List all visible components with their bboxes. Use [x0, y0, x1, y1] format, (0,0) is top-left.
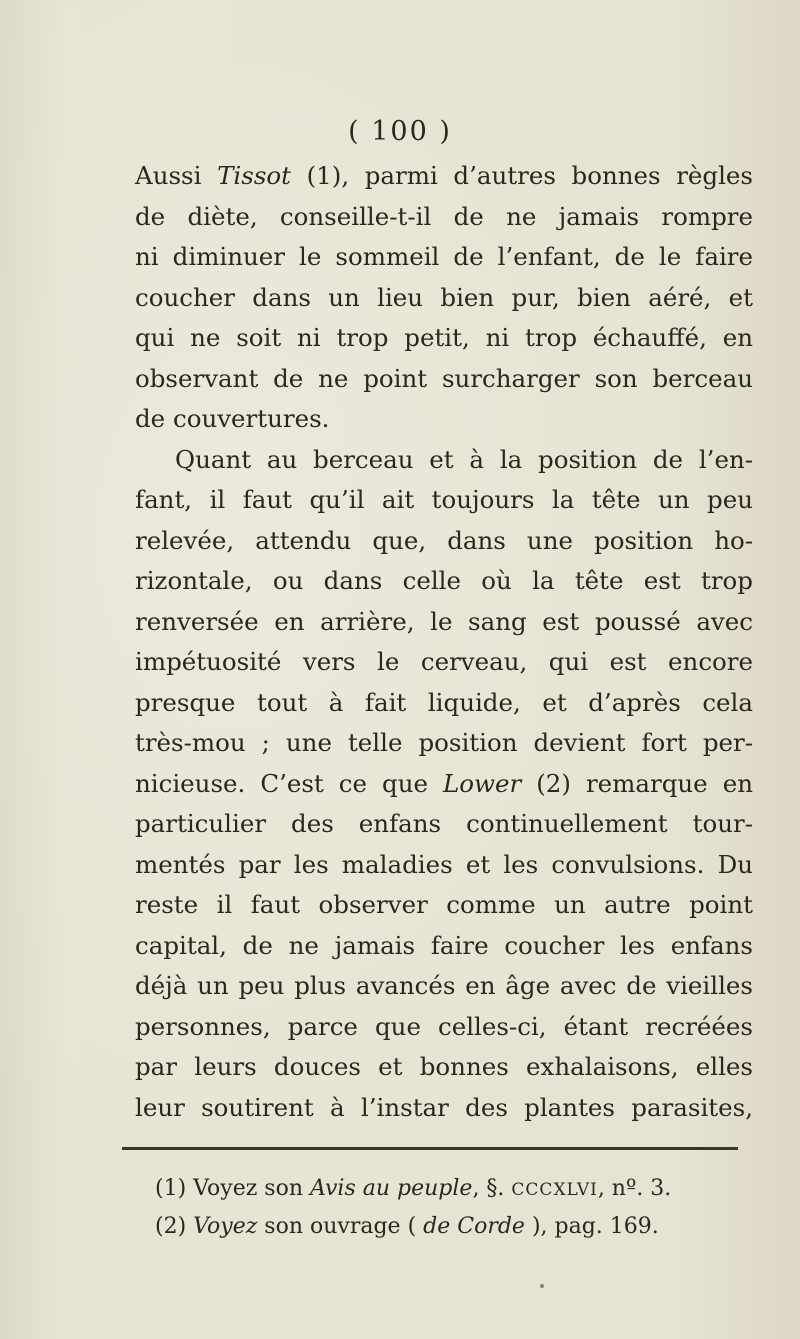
text-line: [135, 156, 753, 197]
text-run: déjà un peu plus avancés en âge avec de vieilles: [135, 971, 753, 1000]
text-run: Aussi: [135, 161, 218, 190]
text-run: impétuosité vers le cerveau, qui est encore: [135, 647, 753, 676]
text-run: capital, de ne jamais faire coucher les enfans: [135, 930, 753, 960]
body-text: [135, 156, 753, 1128]
text-line: [135, 440, 753, 481]
text-line: [135, 561, 753, 602]
text-run: fant, il faut qu’il ait toujours la tête un peu: [135, 485, 753, 514]
text-run: Quant au berceau et à la position de l’en-: [175, 444, 753, 474]
text-line: [135, 845, 753, 886]
page-number: ( 100 ): [348, 116, 452, 147]
text-run: leur soutirent à l’instar des plantes parasites,: [135, 1092, 753, 1122]
text-run: par leurs douces et bonnes exhalaisons, elles: [135, 1052, 753, 1081]
text-run: relevée, attendu que, dans une position ho-: [135, 525, 753, 555]
italic-text: Avis au peuple: [310, 1176, 473, 1201]
text-line: [135, 197, 753, 238]
text-run: reste il faut observer comme un autre point: [135, 890, 753, 919]
text-run: observant de ne point surcharger son berceau: [135, 363, 753, 393]
text-run: (1), parmi d’autres bonnes règles: [291, 161, 753, 190]
text-run: nicieuse. C’est ce que: [135, 768, 444, 798]
footnotes: [155, 1170, 755, 1246]
text-run: très-mou ; une telle position devient fort per-: [135, 728, 753, 757]
text-line: [135, 480, 753, 521]
text-line: [135, 1047, 753, 1088]
italic-text: de Corde: [423, 1214, 525, 1239]
ink-speck: [540, 1284, 544, 1288]
italic-text: Lower: [443, 768, 522, 798]
text-run: presque tout à fait liquide, et d’après cela: [135, 687, 753, 717]
text-line: [135, 278, 753, 319]
text-line: [135, 764, 753, 805]
text-run: rizontale, ou dans celle où la tête est trop: [135, 566, 753, 595]
text-line: [135, 399, 753, 440]
text-line: [135, 237, 753, 278]
text-line: [135, 926, 753, 967]
text-run: (2) remarque en: [521, 768, 753, 798]
text-run: qui ne soit ni trop petit, ni trop échauffé, en: [135, 323, 753, 352]
text-line: [135, 1088, 753, 1129]
text-run: son ouvrage (: [257, 1214, 424, 1239]
text-run: renversée en arrière, le sang est poussé avec: [135, 606, 753, 636]
text-run: mentés par les maladies et les convulsions. Du: [135, 849, 753, 879]
text-run: personnes, parce que celles-ci, étant recréées: [135, 1011, 753, 1041]
footnote: [155, 1170, 755, 1208]
footnote-rule: [122, 1147, 738, 1150]
text-run: , §.: [472, 1176, 512, 1201]
footnote: [155, 1208, 755, 1246]
text-line: [135, 318, 753, 359]
italic-text: Voyez: [193, 1214, 258, 1239]
text-line: [135, 683, 753, 724]
text-run: de couvertures.: [135, 404, 330, 433]
text-run: , nº. 3.: [597, 1176, 672, 1201]
italic-text: Tissot: [217, 161, 291, 190]
text-line: [135, 723, 753, 764]
text-line: [135, 602, 753, 643]
text-run: de diète, conseille-t-il de ne jamais rompre: [135, 201, 753, 231]
text-line: [135, 521, 753, 562]
text-run: ni diminuer le sommeil de l’enfant, de le faire: [135, 242, 753, 271]
text-line: [135, 966, 753, 1007]
text-line: [135, 359, 753, 400]
text-line: [135, 642, 753, 683]
text-run: coucher dans un lieu bien pur, bien aéré, et: [135, 282, 753, 312]
text-run: particulier des enfans continuellement tour-: [135, 809, 753, 838]
text-run: CCCXLVI: [511, 1180, 598, 1200]
text-line: [135, 885, 753, 926]
text-run: (1) Voyez son: [155, 1176, 310, 1201]
text-line: [135, 804, 753, 845]
text-run: ), pag. 169.: [524, 1214, 659, 1239]
text-run: (2): [155, 1214, 194, 1239]
text-line: [135, 1007, 753, 1048]
